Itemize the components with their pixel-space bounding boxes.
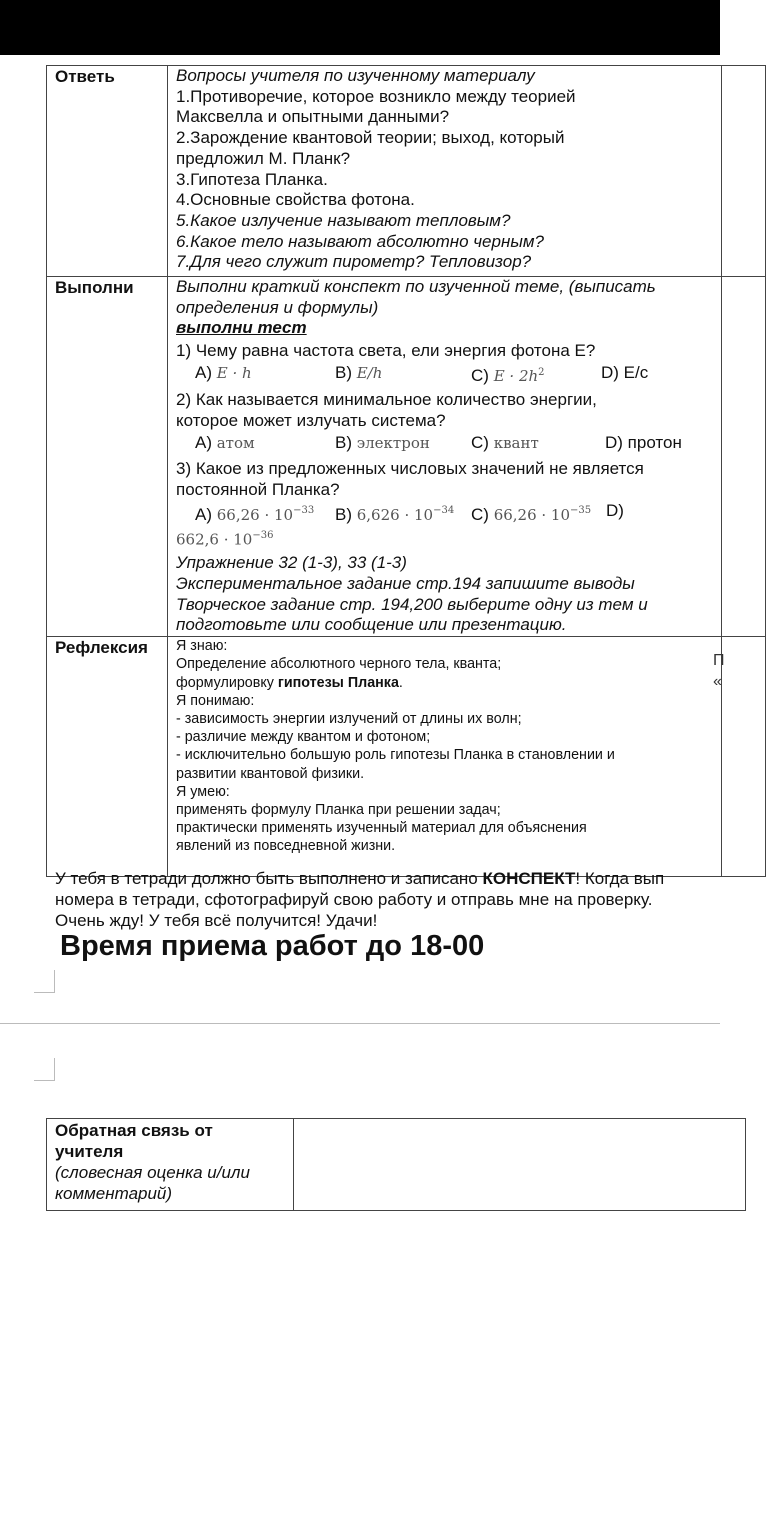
know-item: формулировку гипотезы Планка. bbox=[176, 674, 403, 691]
feedback-label: учителя bbox=[55, 1142, 124, 1161]
q3-option-b: B) $6,626 \cdot 10^{-34}$ bbox=[335, 504, 455, 524]
answer-line: 1.Противоречие, которое возникло между теорией bbox=[176, 86, 576, 106]
q1-option-a: A) E · h bbox=[195, 362, 252, 382]
instructions-text bbox=[55, 868, 664, 931]
q3-option-d: D) bbox=[606, 501, 624, 521]
clipped-text-edge: « bbox=[713, 673, 722, 690]
extra-column-cell bbox=[722, 637, 766, 877]
clipped-text-edge: П bbox=[713, 652, 725, 669]
understand-item: - различие между квантом и фотоном; bbox=[176, 729, 431, 746]
task-line: Творческое задание стр. 194,200 выберите одну из тем и bbox=[176, 594, 648, 614]
q1-option-c: C) $E \cdot 2h^2$ bbox=[471, 366, 545, 386]
understand-item: - исключительно большую роль гипотезы Планка в становлении и bbox=[176, 747, 615, 764]
q3-option-d-value: $662,6 \cdot 10^{-36}$ bbox=[176, 529, 274, 549]
answer-content bbox=[168, 66, 722, 277]
task-line: Упражнение 32 (1-3), 33 (1-3) bbox=[176, 553, 407, 573]
answer-line: 5.Какое излучение называют тепловым? bbox=[176, 210, 511, 230]
can-item: применять формулу Планка при решении задач; bbox=[176, 801, 501, 818]
q2-option-d: D) протон bbox=[605, 432, 682, 452]
q3-option-c: C) $66,26 \cdot 10^{-35}$ bbox=[471, 504, 592, 524]
can-item: явлений из повседневной жизни. bbox=[176, 838, 396, 855]
task-line: подготовьте или сообщение или презентацию. bbox=[176, 615, 567, 635]
answer-label: Ответь bbox=[47, 66, 168, 277]
q2-text: 2) Как называется минимальное количество энергии, bbox=[176, 390, 597, 410]
q1-text: 1) Чему равна частота света, ели энергия фотона Е? bbox=[176, 341, 596, 361]
q2-options bbox=[176, 432, 721, 454]
q1-option-d: D) E/c bbox=[601, 362, 649, 382]
answer-line: предложил М. Планк? bbox=[176, 148, 351, 168]
feedback-table bbox=[46, 1118, 746, 1211]
answer-row bbox=[47, 66, 766, 277]
q1-option-b: B) E/h bbox=[335, 362, 383, 382]
instructions-line: Очень жду! У тебя всё получится! Удачи! bbox=[55, 911, 378, 930]
task-line: Экспериментальное задание стр.194 запишите выводы bbox=[176, 574, 635, 593]
q2-text: которое может излучать система? bbox=[176, 411, 446, 431]
do-intro: Выполни краткий конспект по изученной теме, (выписать bbox=[176, 277, 656, 296]
feedback-note: комментарий) bbox=[55, 1184, 173, 1203]
q3-options bbox=[176, 500, 721, 526]
do-content bbox=[168, 277, 722, 637]
can-item: практически применять изученный материал для объяснения bbox=[176, 820, 587, 837]
can-heading: Я умею: bbox=[176, 783, 230, 800]
page-corner-mark bbox=[34, 970, 55, 993]
answer-line: 6.Какое тело называют абсолютно черным? bbox=[176, 231, 544, 251]
know-heading: Я знаю: bbox=[176, 638, 228, 655]
reflection-content bbox=[168, 637, 722, 877]
instructions-line: У тебя в тетради должно быть выполнено и записано КОНСПЕКТ! Когда вып bbox=[55, 869, 665, 888]
answer-line: Максвелла и опытными данными? bbox=[176, 107, 450, 127]
do-intro: определения и формулы) bbox=[176, 297, 379, 317]
reflection-row bbox=[47, 637, 766, 877]
q3-text: постоянной Планка? bbox=[176, 479, 340, 499]
do-row bbox=[47, 277, 766, 637]
page-corner-mark bbox=[34, 1058, 55, 1081]
feedback-note: (словесная оценка и/или bbox=[55, 1163, 250, 1182]
answer-line: 4.Основные свойства фотона. bbox=[176, 190, 415, 210]
q2-option-c: C) квант bbox=[471, 432, 539, 452]
q3-option-a: A) $66,26 \cdot 10^{-33}$ bbox=[195, 504, 315, 524]
feedback-input-cell[interactable] bbox=[294, 1119, 746, 1211]
reflection-label: Рефлексия bbox=[47, 637, 168, 877]
test-title: выполни тест bbox=[176, 318, 307, 338]
answer-line: 3.Гипотеза Планка. bbox=[176, 169, 328, 189]
q3-text: 3) Какое из предложенных числовых значений не является bbox=[176, 458, 644, 478]
answer-line: 7.Для чего служит пирометр? Тепловизор? bbox=[176, 252, 532, 272]
understand-item: развитии квантовой физики. bbox=[176, 765, 365, 782]
feedback-label-cell bbox=[47, 1119, 294, 1211]
feedback-label: Обратная связь от bbox=[55, 1121, 213, 1140]
do-label: Выполни bbox=[47, 277, 168, 637]
extra-column-cell bbox=[722, 66, 766, 277]
answer-line: 2.Зарождение квантовой теории; выход, который bbox=[176, 128, 565, 148]
top-black-bar bbox=[0, 0, 720, 55]
q2-option-b: B) электрон bbox=[335, 432, 430, 452]
deadline-heading: Время приема работ до 18-00 bbox=[60, 930, 485, 962]
understand-item: - зависимость энергии излучений от длины их волн; bbox=[176, 710, 522, 727]
extra-column-cell bbox=[722, 277, 766, 637]
answer-heading: Вопросы учителя по изученному материалу bbox=[176, 66, 535, 85]
q1-options bbox=[176, 362, 721, 388]
q2-option-a: A) атом bbox=[195, 432, 255, 452]
page-divider bbox=[0, 1023, 720, 1024]
understand-heading: Я понимаю: bbox=[176, 692, 255, 709]
instructions-line: номера в тетради, сфотографируй свою работу и отправь мне на проверку. bbox=[55, 890, 653, 909]
lesson-table bbox=[46, 65, 766, 877]
know-item: Определение абсолютного черного тела, кванта; bbox=[176, 656, 502, 673]
